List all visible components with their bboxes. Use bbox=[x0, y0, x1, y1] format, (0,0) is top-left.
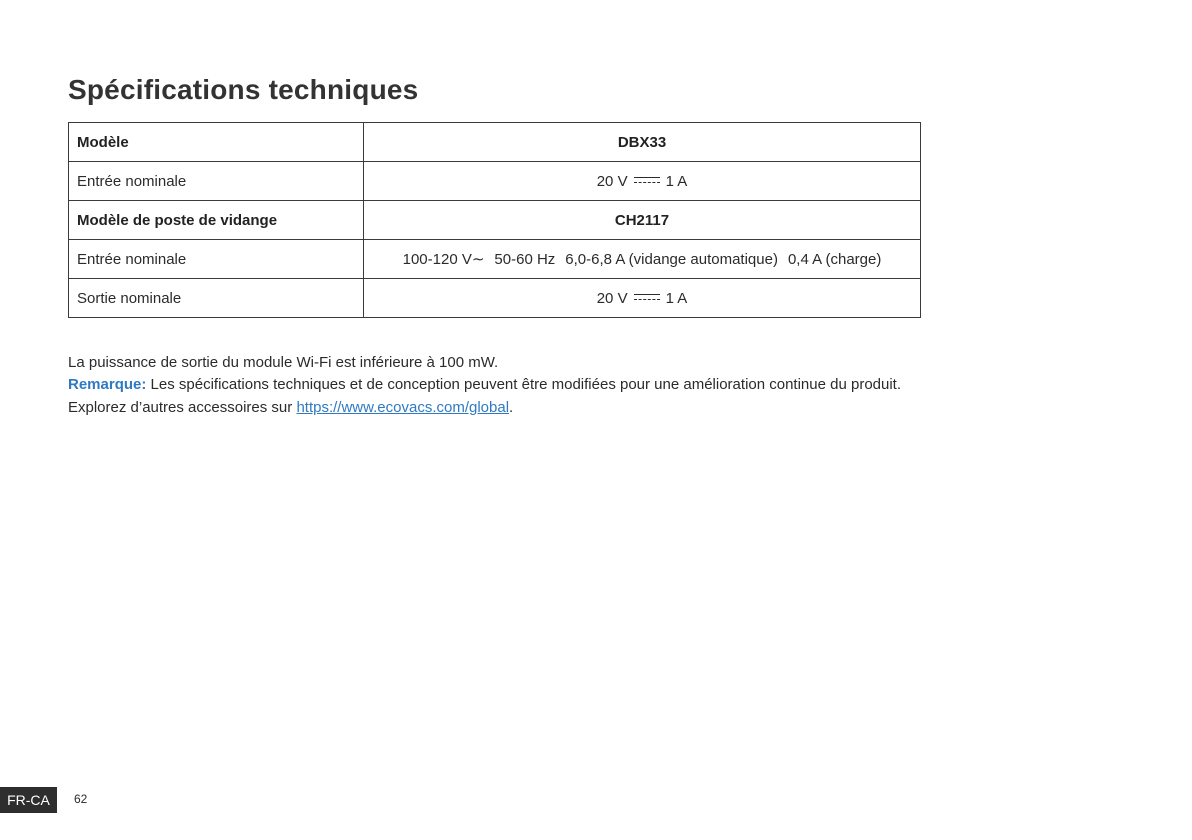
remark-note bbox=[68, 374, 901, 396]
voltage-value: 20 V bbox=[596, 172, 628, 190]
wifi-note: La puissance de sortie du module Wi-Fi est inférieure à 100 mW. bbox=[68, 354, 499, 371]
remark-label: Remarque: bbox=[68, 376, 147, 393]
explore-suffix: . bbox=[509, 399, 514, 416]
explore-prefix: Explorez d’autres accessoires sur bbox=[68, 399, 297, 416]
specifications-table bbox=[68, 122, 921, 318]
row-value bbox=[364, 162, 921, 201]
row-label: Entrée nominale bbox=[69, 162, 364, 201]
row-value: DBX33 bbox=[364, 123, 921, 162]
locale-badge: FR-CA bbox=[0, 787, 57, 813]
row-label: Modèle de poste de vidange bbox=[69, 201, 364, 240]
table-row bbox=[69, 240, 921, 279]
table-row bbox=[69, 123, 921, 162]
notes-section bbox=[68, 352, 901, 419]
current-charge-value: 0,4 A (charge) bbox=[787, 251, 882, 268]
page-number: 62 bbox=[74, 792, 88, 806]
table-row bbox=[69, 201, 921, 240]
remark-text: Les spécifications techniques et de conception peuvent être modifiées pour une amélioration continue du produit. bbox=[146, 376, 902, 393]
row-value bbox=[364, 279, 921, 318]
page-title: Spécifications techniques bbox=[68, 74, 419, 105]
row-value bbox=[364, 240, 921, 279]
row-label: Sortie nominale bbox=[69, 279, 364, 318]
direct-current-icon bbox=[634, 176, 660, 186]
explore-note bbox=[68, 397, 901, 419]
table-row bbox=[69, 279, 921, 318]
current-auto-value: 6,0-6,8 A (vidange automatique) bbox=[565, 251, 778, 268]
current-value: 1 A bbox=[665, 289, 688, 307]
row-label: Entrée nominale bbox=[69, 240, 364, 279]
voltage-value: 100-120 V∼ bbox=[402, 251, 485, 268]
direct-current-icon bbox=[634, 293, 660, 303]
current-value: 1 A bbox=[665, 172, 688, 190]
row-label: Modèle bbox=[69, 123, 364, 162]
ecovacs-link[interactable]: https://www.ecovacs.com/global bbox=[296, 399, 510, 416]
voltage-value: 20 V bbox=[596, 289, 628, 307]
frequency-value: 50-60 Hz bbox=[494, 251, 556, 268]
table-row bbox=[69, 162, 921, 201]
row-value: CH2117 bbox=[364, 201, 921, 240]
